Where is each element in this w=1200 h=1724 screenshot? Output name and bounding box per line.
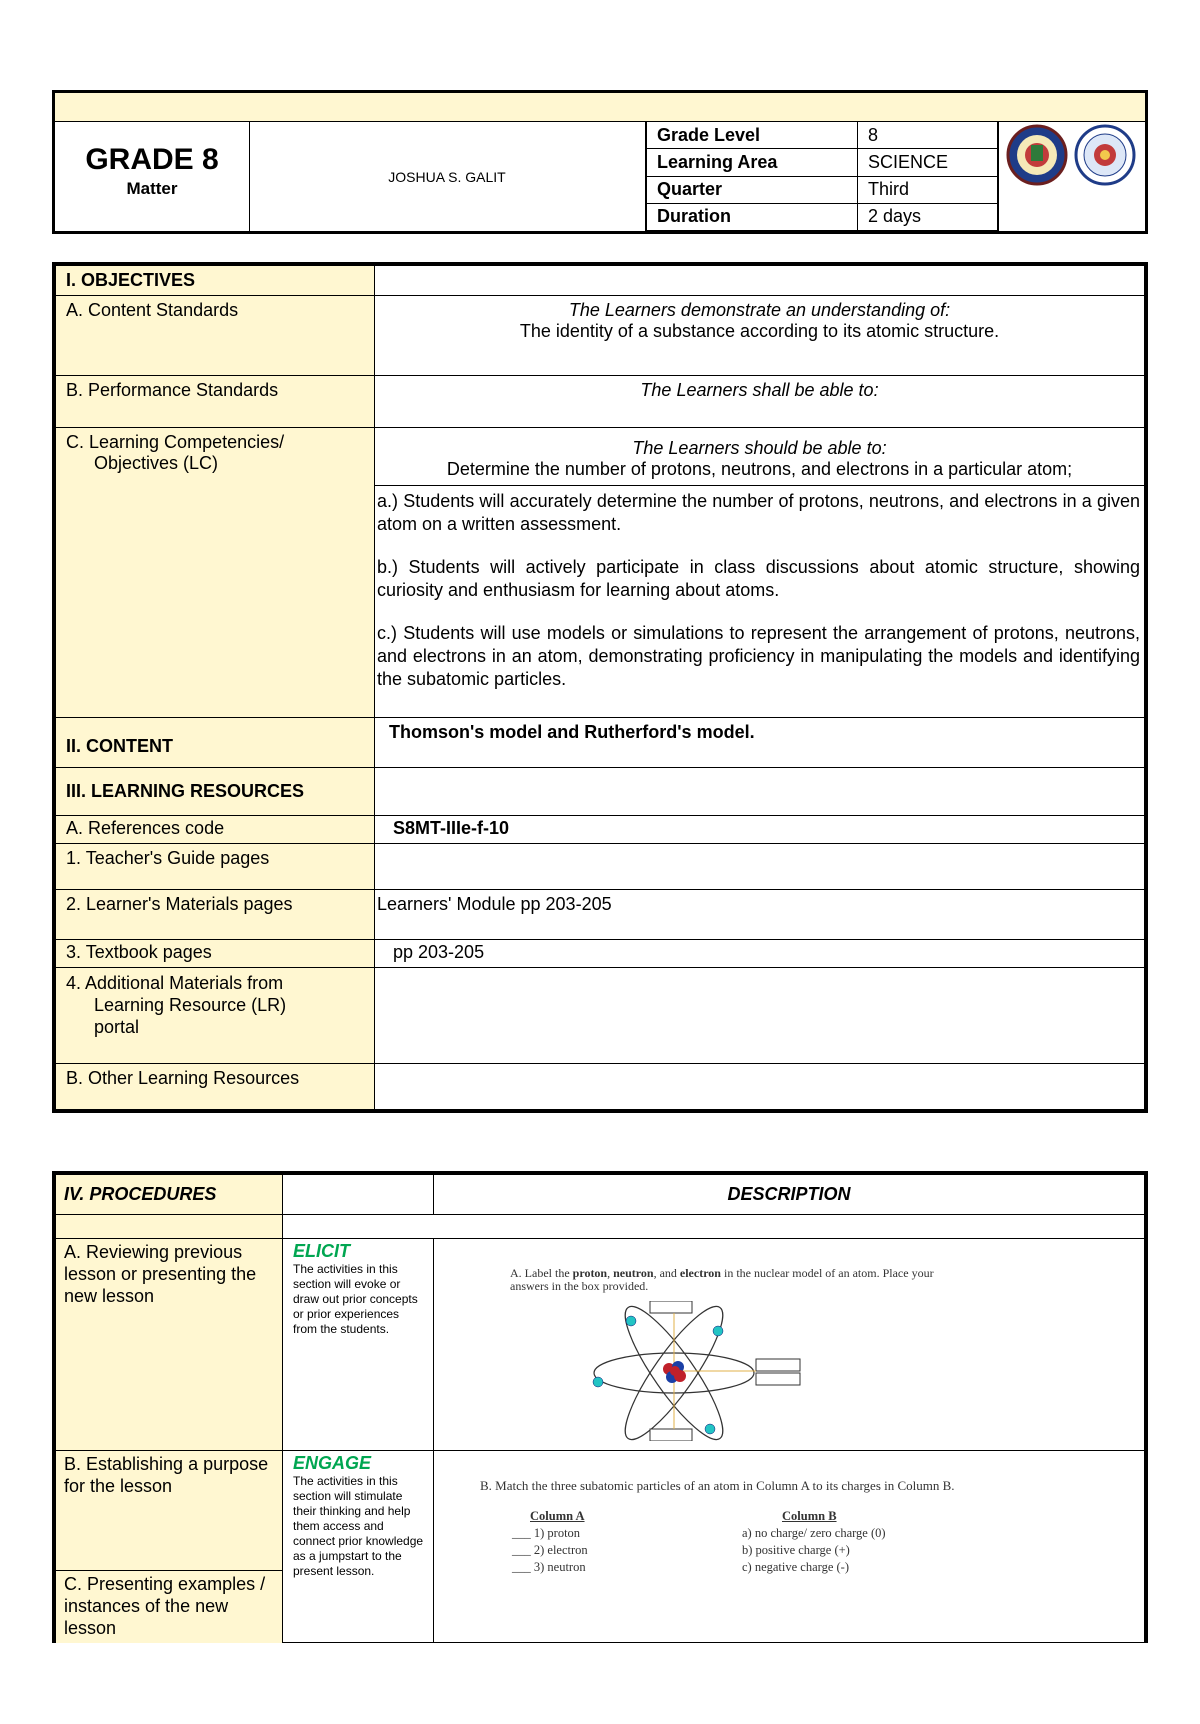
activity-a-sep2: , and [653, 1266, 680, 1280]
info-value: 8 [858, 122, 998, 149]
activity-b-instruction: B. Match the three subatomic particles of an atom in Column A to its charges in Column B. [480, 1478, 955, 1493]
objectives-heading-value [375, 266, 1145, 296]
elicit-description: The activities in this section will evoke or draw out prior concepts or prior experiences from the students. [293, 1262, 418, 1336]
performance-standards-label: B. Performance Standards [56, 376, 375, 428]
info-key: Quarter [647, 176, 858, 203]
column-a-item: ___ 3) neutron [512, 1560, 586, 1574]
answer-box-right-2 [756, 1373, 800, 1385]
teacher-name: JOSHUA S. GALIT [249, 121, 646, 231]
textbook-value: pp 203-205 [375, 940, 1145, 968]
activity-a-cell [434, 1239, 1145, 1451]
nucleus-icon [663, 1361, 686, 1383]
info-key: Grade Level [647, 122, 858, 149]
column-a [480, 1508, 742, 1576]
objective-c: c.) Students will use models or simulations to represent the arrangement of protons, neutrons, and electrons in an atom, demonstrating proficiency in manipulating the models and identifying the subatomic particles. [377, 623, 1140, 689]
competencies-intro: The Learners should be able to: [632, 438, 887, 458]
activity-a-proton: proton [572, 1266, 608, 1280]
header-top-strip [55, 93, 1145, 122]
elicit-cell [283, 1239, 434, 1451]
objectives-heading: I. OBJECTIVES [56, 266, 375, 296]
content-standards-intro: The Learners demonstrate an understanding of: [568, 300, 951, 320]
additional-materials-label [56, 968, 375, 1064]
proc-c-label: C. Presenting examples / instances of the new lesson [56, 1571, 283, 1643]
info-table [646, 121, 998, 231]
column-b-title: Column B [782, 1509, 837, 1523]
competencies-objectives [375, 486, 1145, 718]
content-standards-label: A. Content Standards [56, 296, 375, 376]
header-block [52, 90, 1148, 234]
info-value: Third [858, 176, 998, 203]
content-label: II. CONTENT [56, 718, 375, 768]
proc-b-label: B. Establishing a purpose for the lesson [56, 1451, 283, 1571]
subject-title: Matter [126, 179, 178, 198]
answer-box-bottom [650, 1429, 692, 1441]
resources-label: III. LEARNING RESOURCES [56, 768, 375, 816]
atom-diagram [586, 1301, 826, 1441]
column-a-item: ___ 1) proton [512, 1526, 581, 1540]
additional-line2: Learning Resource (LR) [94, 995, 287, 1015]
activity-b-cell [434, 1451, 1145, 1643]
column-b-item: a) no charge/ zero charge (0) [742, 1526, 886, 1540]
performance-standards-intro: The Learners shall be able to: [375, 376, 1145, 428]
additional-line1: 4. Additional Materials from [66, 973, 284, 993]
activity-a-prefix: A. Label the [510, 1266, 573, 1280]
learner-materials-value: Learners' Module pp 203-205 [375, 890, 1145, 940]
procedures-heading-mid [283, 1175, 434, 1215]
matching-columns [480, 1508, 1144, 1576]
grade-box [55, 121, 250, 231]
additional-materials-value [375, 968, 1145, 1064]
competencies-header [375, 428, 1145, 486]
electron-icons [593, 1316, 723, 1434]
competencies-label [56, 428, 375, 718]
logos-area [998, 121, 1145, 231]
info-value: SCIENCE [858, 149, 998, 176]
answer-box-top [650, 1301, 692, 1313]
activity-a-rest: in the nuclear model of an atom. Place your answers in the box provided. [510, 1266, 934, 1293]
column-b-item: b) positive charge (+) [742, 1543, 850, 1557]
answer-box-right-1 [756, 1359, 800, 1371]
engage-description: The activities in this section will stimulate their thinking and help them access and connect prior knowledge as a jumpstart to the present lesson. [293, 1474, 424, 1578]
other-resources-value [375, 1064, 1145, 1110]
content-value: Thomson's model and Rutherford's model. [375, 718, 1145, 768]
elicit-label: ELICIT [293, 1241, 350, 1261]
info-key: Duration [647, 203, 858, 230]
info-key: Learning Area [647, 149, 858, 176]
column-b-item: c) negative charge (-) [742, 1560, 849, 1574]
competencies-label-line1: C. Learning Competencies/ [66, 432, 285, 452]
procedures-spacer-right [283, 1215, 1145, 1239]
references-label: A. References code [56, 816, 375, 844]
info-value: 2 days [858, 203, 998, 230]
other-resources-label: B. Other Learning Resources [56, 1064, 375, 1110]
activity-a-electron: electron [679, 1266, 721, 1280]
competencies-label-line2: Objectives (LC) [94, 453, 219, 473]
teacher-guide-label: 1. Teacher's Guide pages [56, 844, 375, 890]
column-a-item: ___ 2) electron [512, 1543, 588, 1557]
deped-seal-icon [1076, 126, 1134, 184]
procedures-table [52, 1171, 1148, 1643]
deped-logos [1005, 123, 1145, 193]
column-b [742, 1508, 982, 1576]
procedures-spacer [56, 1215, 283, 1239]
objective-a: a.) Students will accurately determine the number of protons, neutrons, and electrons in a given atom on a written assessment. [377, 491, 1140, 534]
grade-title: GRADE 8 [85, 143, 219, 176]
textbook-label: 3. Textbook pages [56, 940, 375, 968]
resources-value [375, 768, 1145, 816]
activity-a-neutron: neutron [613, 1266, 654, 1280]
column-a-title: Column A [530, 1509, 585, 1523]
engage-label: ENGAGE [293, 1453, 372, 1473]
proc-a-label: A. Reviewing previous lesson or presenting the new lesson [56, 1239, 283, 1451]
content-standards-value [375, 296, 1145, 376]
teacher-guide-value [375, 844, 1145, 890]
references-value: S8MT-IIIe-f-10 [375, 816, 1145, 844]
activity-a-sep1: , [607, 1266, 614, 1280]
objectives-table [52, 262, 1148, 1113]
procedures-heading: IV. PROCEDURES [56, 1175, 283, 1215]
competencies-text: Determine the number of protons, neutrons, and electrons in a particular atom; [446, 459, 1073, 479]
school-seal-icon [1008, 126, 1066, 184]
engage-cell [283, 1451, 434, 1643]
additional-line3: portal [94, 1017, 140, 1037]
content-standards-text: The identity of a substance according to its atomic structure. [519, 321, 1000, 341]
description-heading: DESCRIPTION [434, 1175, 1145, 1215]
activity-a-instruction [510, 1267, 940, 1293]
learner-materials-label: 2. Learner's Materials pages [56, 890, 375, 940]
objective-b: b.) Students will actively participate in class discussions about atomic structure, showing curiosity and enthusiasm for learning about atoms. [377, 557, 1140, 600]
